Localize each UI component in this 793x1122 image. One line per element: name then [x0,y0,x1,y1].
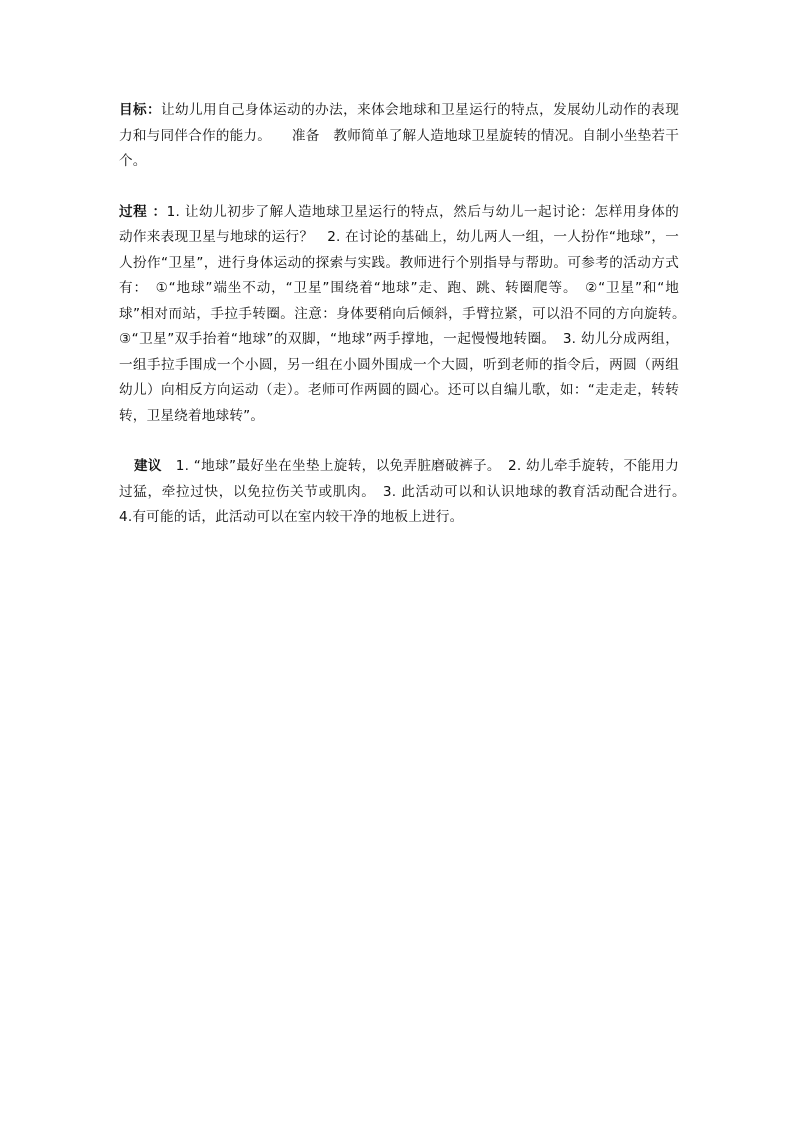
process-label: 过程 ： [119,203,167,220]
goal-text: 让幼儿用自己身体运动的办法，来体会地球和卫星运行的特点，发展幼儿动作的表现力和与同伴合作的能力。 准备 教师简单了解人造地球卫星旋转的情况。自制小坐垫若干个。 [119,102,679,169]
process-paragraph [119,200,693,430]
document-body [119,98,693,531]
goal-label: 目标： [119,102,162,118]
suggestion-paragraph [119,454,693,531]
goal-paragraph [119,98,679,175]
suggestion-label: 建议 [134,458,162,474]
process-text: 1. 让幼儿初步了解人造地球卫星运行的特点，然后与幼儿一起讨论：怎样用身体的动作来表现卫星与地球的运行？ 2. 在讨论的基础上，幼儿两人一组，一人扮作“地球”，一人扮作“卫星”，进行身体运动的探索与实践。教师进行个别指导与帮助。可参考的活动方式有： ①“地球”端坐不动，“卫星”围绕着“地球”走、跑、跳、转圈爬等。 ②“卫星”和“地球”相对而站，手拉手转圈。注意：身体要稍向后倾斜，手臂拉紧，可以沿不同的方向旋转。 ③“卫星”双手抬着“地球”的双脚，“地球”两手撑地，一起慢慢地转圈。 3. 幼儿分成两组，一组手拉手围成一个小圆，另一组在小圆外围成一个大圆，听到老师的指令后，两圆（两组幼儿）向相反方向运动（走）。老师可作两圆的圆心。还可以自编儿歌，如：“走走走，转转转，卫星绕着地球转”。 [119,203,693,424]
suggestion-text: 1. “地球”最好坐在坐垫上旋转，以免弄脏磨破裤子。 2. 幼儿牵手旋转，不能用力过猛，牵拉过快，以免拉伤关节或肌肉。 3. 此活动可以和认识地球的教育活动配合进行。 4.有可能的话，此活动可以在室内较干净的地板上进行。 [119,458,693,525]
